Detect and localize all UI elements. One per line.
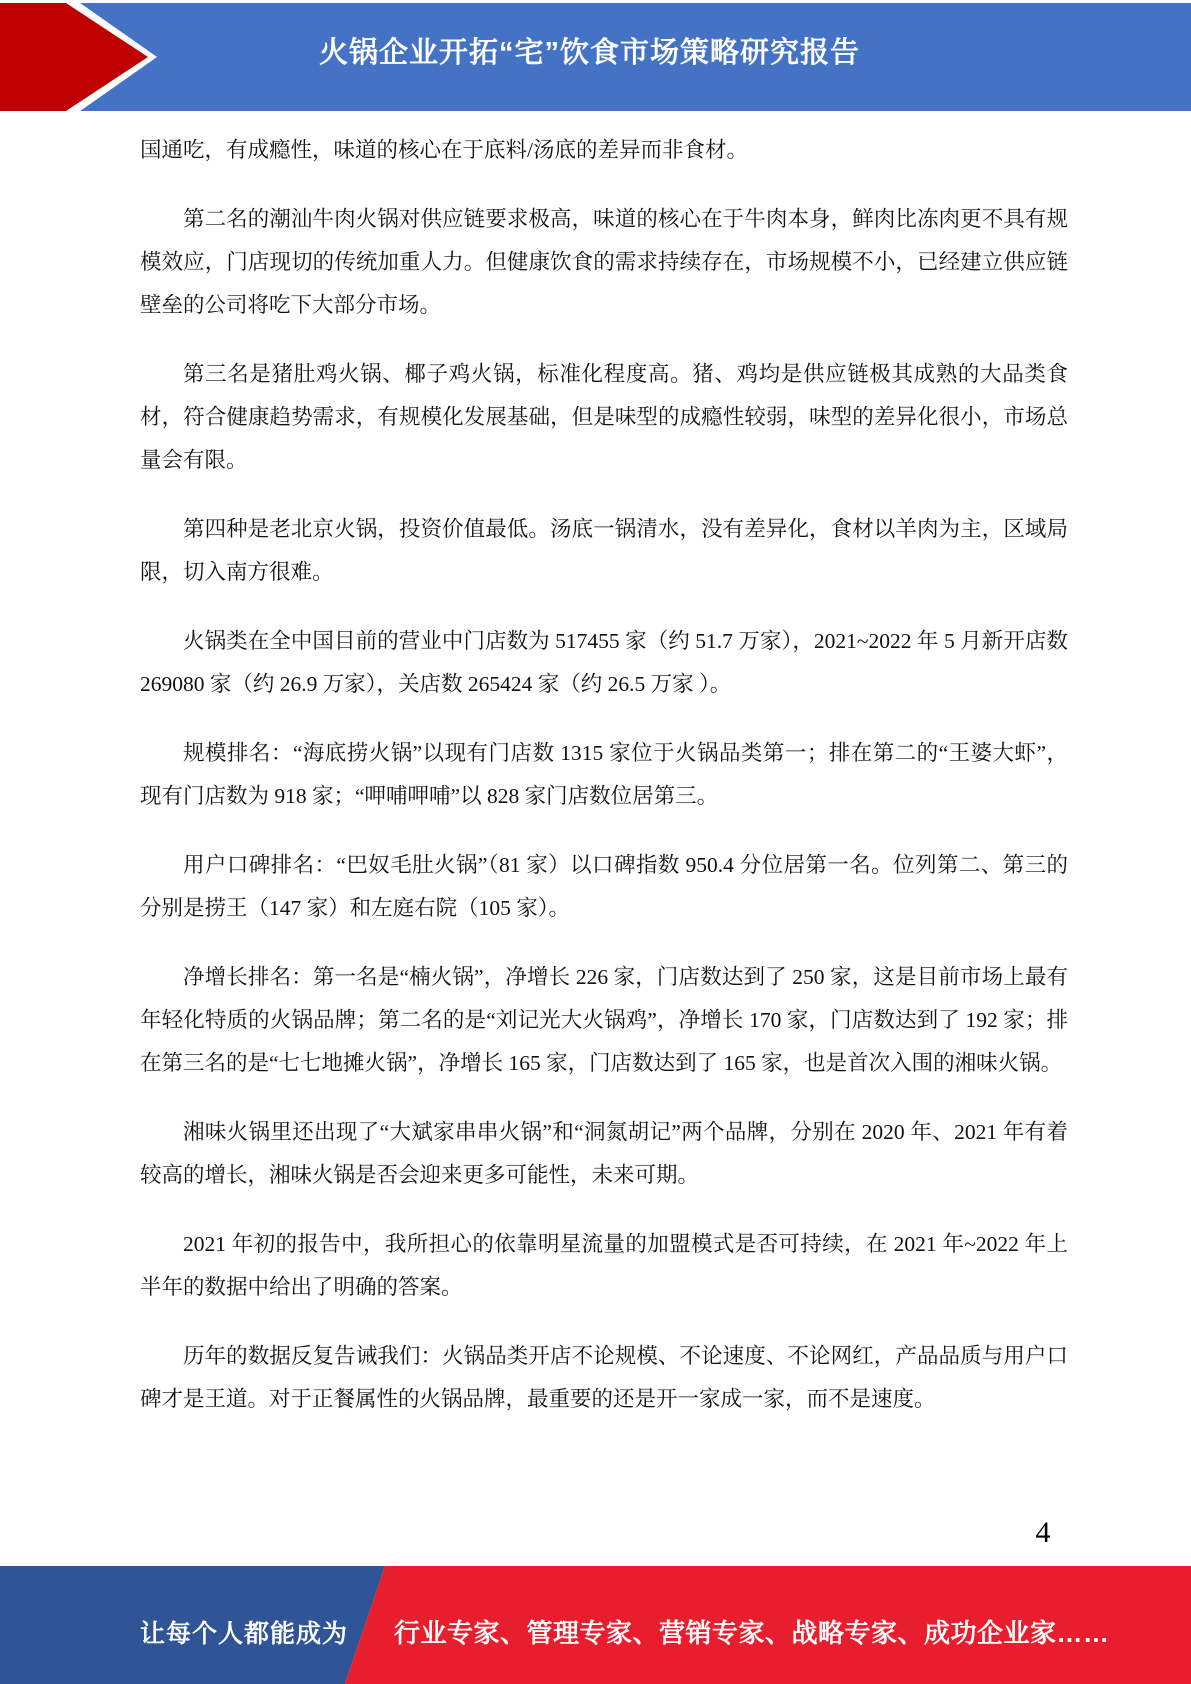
paragraph: 第四种是老北京火锅，投资价值最低。汤底一锅清水，没有差异化，食材以羊肉为主，区域局限，切入南方很难。 xyxy=(140,517,1068,584)
paragraph: 历年的数据反复告诫我们：火锅品类开店不论规模、不论速度、不论网红，产品品质与用户口碑才是王道。对于正餐属性的火锅品牌，最重要的还是开一家成一家，而不是速度。 xyxy=(140,1344,1068,1411)
document-body xyxy=(140,129,1068,1447)
footer-slogan-left: 让每个人都能成为 xyxy=(140,1620,349,1648)
paragraph: 用户口碑排名：“巴奴毛肚火锅”（81 家）以口碑指数 950.4 分位居第一名。位列第二、第三的分别是捞王（147 家）和左庭右院（105 家）。 xyxy=(140,853,1068,920)
paragraph: 火锅类在全中国目前的营业中门店数为 517455 家（约 51.7 万家），2021~2022 年 5 月新开店数 269080 家（约 26.9 万家），关店数 265424 家（约 26.5 万家 ）。 xyxy=(140,629,1068,696)
paragraph: 2021 年初的报告中，我所担心的依靠明星流量的加盟模式是否可持续，在 2021 年~2022 年上半年的数据中给出了明确的答案。 xyxy=(140,1232,1068,1299)
footer-slogan-right: 行业专家、管理专家、营销专家、战略专家、成功企业家…… xyxy=(394,1618,1110,1648)
paragraph: 湘味火锅里还出现了“大斌家串串火锅”和“洞氮胡记”两个品牌，分别在 2020 年、2021 年有着较高的增长，湘味火锅是否会迎来更多可能性，未来可期。 xyxy=(140,1120,1068,1187)
paragraph: 净增长排名：第一名是“楠火锅”，净增长 226 家，门店数达到了 250 家，这是目前市场上最有年轻化特质的火锅品牌；第二名的是“刘记光大火锅鸡”，净增长 170 家，门店数达到了 192 家；排在第三名的是“七七地摊火锅”，净增长 165 家，门店数达到了 165 家，也是首次入围的湘味火锅。 xyxy=(140,965,1068,1075)
paragraph: 规模排名：“海底捞火锅”以现有门店数 1315 家位于火锅品类第一；排在第二的“王婆大虾”，现有门店数为 918 家；“呷哺呷哺”以 828 家门店数位居第三。 xyxy=(140,741,1068,808)
paragraph: 第二名的潮汕牛肉火锅对供应链要求极高，味道的核心在于牛肉本身，鲜肉比冻肉更不具有规模效应，门店现切的传统加重人力。但健康饮食的需求持续存在，市场规模不小，已经建立供应链壁垒的公司将吃下大部分市场。 xyxy=(140,207,1068,317)
page-title: 火锅企业开拓“宅”饮食市场策略研究报告 xyxy=(318,36,860,69)
paragraph: 国通吃，有成瘾性，味道的核心在于底料/汤底的差异而非食材。 xyxy=(140,138,748,162)
header-banner xyxy=(0,0,1191,116)
paragraph: 第三名是猪肚鸡火锅、椰子鸡火锅，标准化程度高。猪、鸡均是供应链极其成熟的大品类食材，符合健康趋势需求，有规模化发展基础，但是味型的成瘾性较弱，味型的差异化很小，市场总量会有限。 xyxy=(140,362,1068,472)
page-number: 4 xyxy=(1035,1516,1051,1549)
